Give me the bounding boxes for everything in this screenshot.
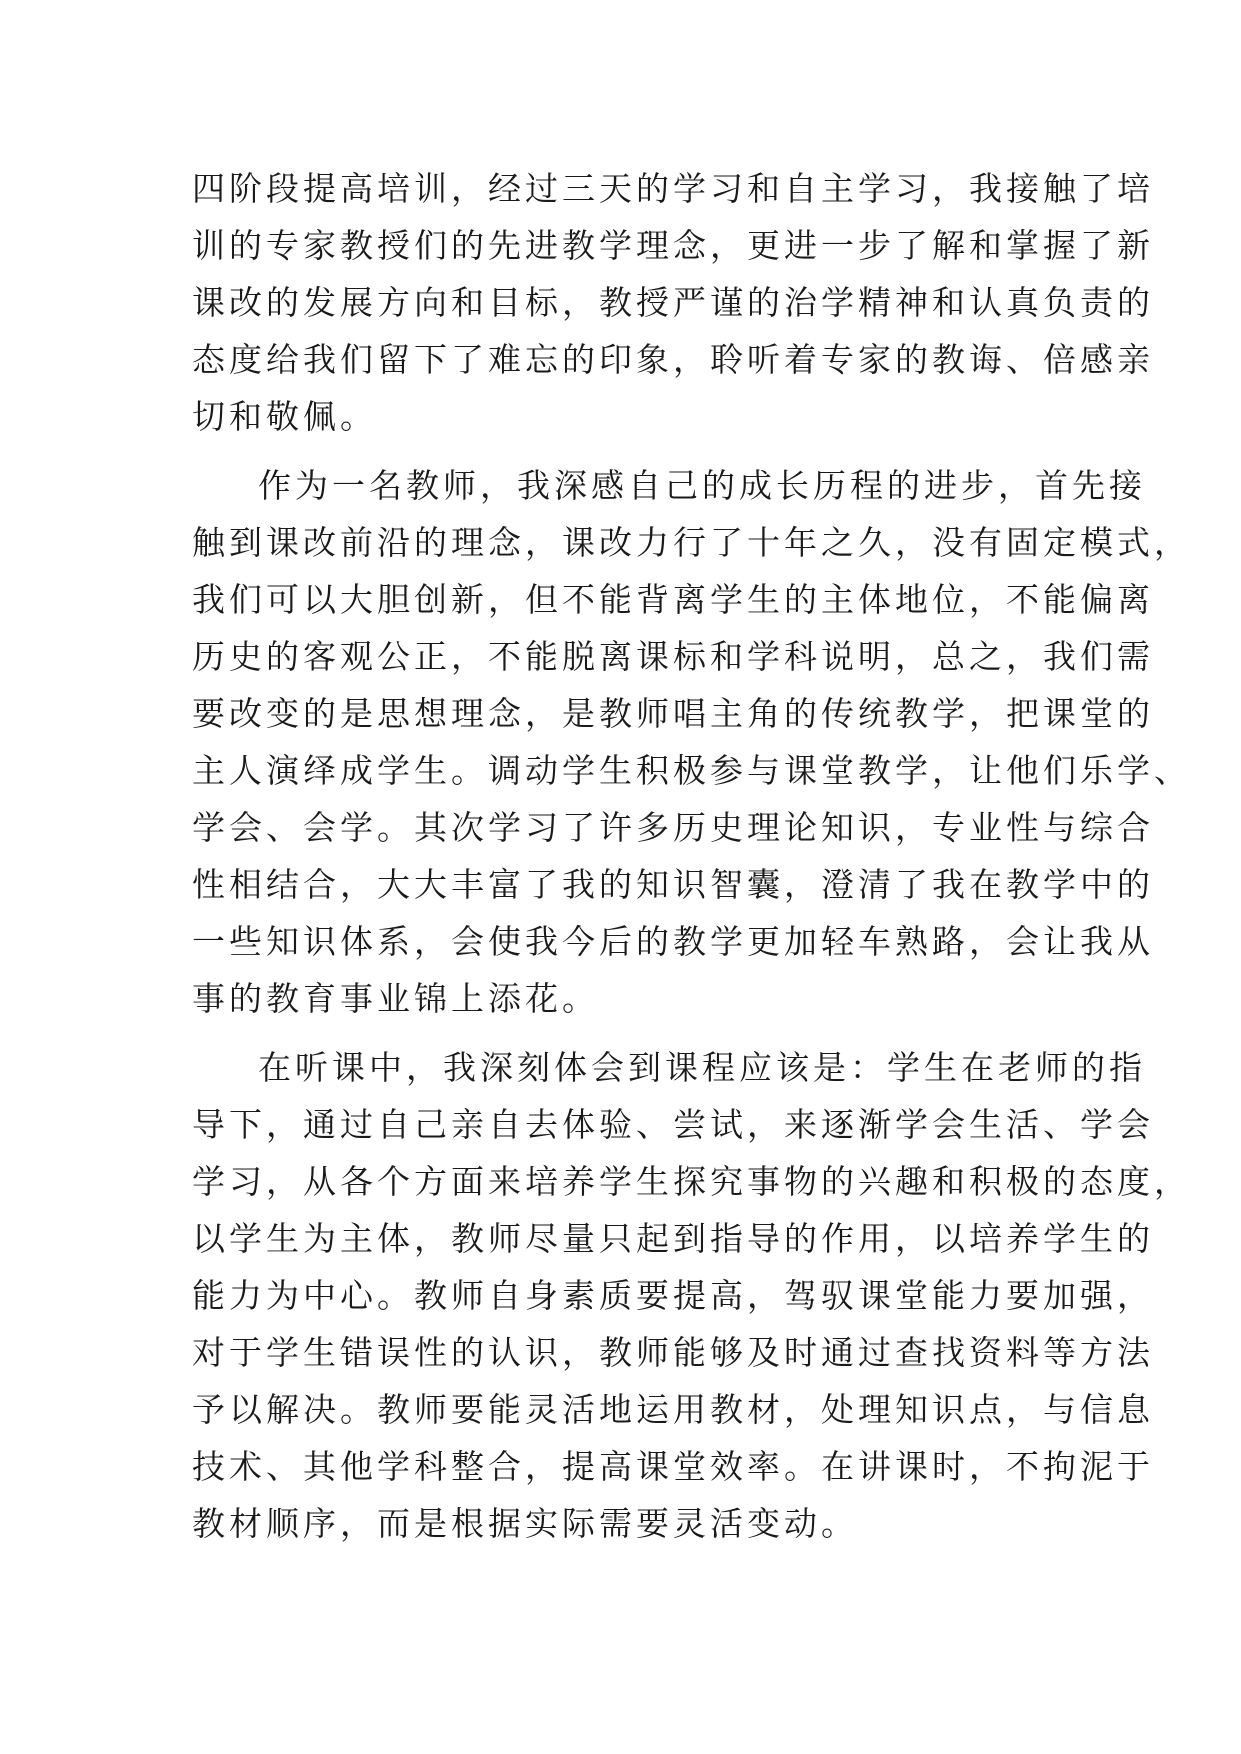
text-line: 切和敬佩。 xyxy=(192,397,377,436)
text-line: 作为一名教师，我深感自己的成长历程的进步，首先接 xyxy=(258,466,1146,505)
text-line: 要改变的是思想理念，是教师唱主角的传统教学，把课堂的 xyxy=(192,694,1154,733)
text-line: 导下，通过自己亲自去体验、尝试，来逐渐学会生活、学会 xyxy=(192,1105,1154,1144)
text-line: 事的教育事业锦上添花。 xyxy=(192,979,599,1018)
text-line: 四阶段提高培训，经过三天的学习和自主学习，我接触了培 xyxy=(192,169,1154,208)
text-line: 学会、会学。其次学习了许多历史理论知识，专业性与综合 xyxy=(192,808,1154,847)
paragraph-spacer xyxy=(192,445,1052,457)
text-line: 学习，从各个方面来培养学生探究事物的兴趣和积极的态度， xyxy=(192,1162,1191,1201)
text-line: 能力为中心。教师自身素质要提高，驾驭课堂能力要加强， xyxy=(192,1276,1154,1315)
text-line: 我们可以大胆创新，但不能背离学生的主体地位，不能偏离 xyxy=(192,580,1154,619)
text-line: 触到课改前沿的理念，课改力行了十年之久，没有固定模式， xyxy=(192,523,1191,562)
text-line: 课改的发展方向和目标，教授严谨的治学精神和认真负责的 xyxy=(192,283,1154,322)
text-line: 主人演绎成学生。调动学生积极参与课堂教学，让他们乐学、 xyxy=(192,751,1191,790)
paragraph-1 xyxy=(192,160,1154,445)
text-line: 态度给我们留下了难忘的印象，聆听着专家的教诲、倍感亲 xyxy=(192,340,1154,379)
paragraph-spacer xyxy=(192,1027,1052,1039)
text-line: 在听课中，我深刻体会到课程应该是：学生在老师的指 xyxy=(258,1048,1146,1087)
text-line: 对于学生错误性的认识，教师能够及时通过查找资料等方法 xyxy=(192,1333,1154,1372)
text-line: 历史的客观公正，不能脱离课标和学科说明，总之，我们需 xyxy=(192,637,1154,676)
text-line: 一些知识体系，会使我今后的教学更加轻车熟路，会让我从 xyxy=(192,922,1154,961)
text-line: 以学生为主体，教师尽量只起到指导的作用，以培养学生的 xyxy=(192,1219,1154,1258)
paragraph-2 xyxy=(192,457,1191,1027)
text-line: 教材顺序，而是根据实际需要灵活变动。 xyxy=(192,1504,858,1543)
document-body xyxy=(192,160,1191,1552)
paragraph-3 xyxy=(192,1039,1191,1552)
text-line: 训的专家教授们的先进教学理念，更进一步了解和掌握了新 xyxy=(192,226,1154,265)
text-line: 予以解决。教师要能灵活地运用教材，处理知识点，与信息 xyxy=(192,1390,1154,1429)
text-line: 技术、其他学科整合，提高课堂效率。在讲课时，不拘泥于 xyxy=(192,1447,1154,1486)
text-line: 性相结合，大大丰富了我的知识智囊，澄清了我在教学中的 xyxy=(192,865,1154,904)
